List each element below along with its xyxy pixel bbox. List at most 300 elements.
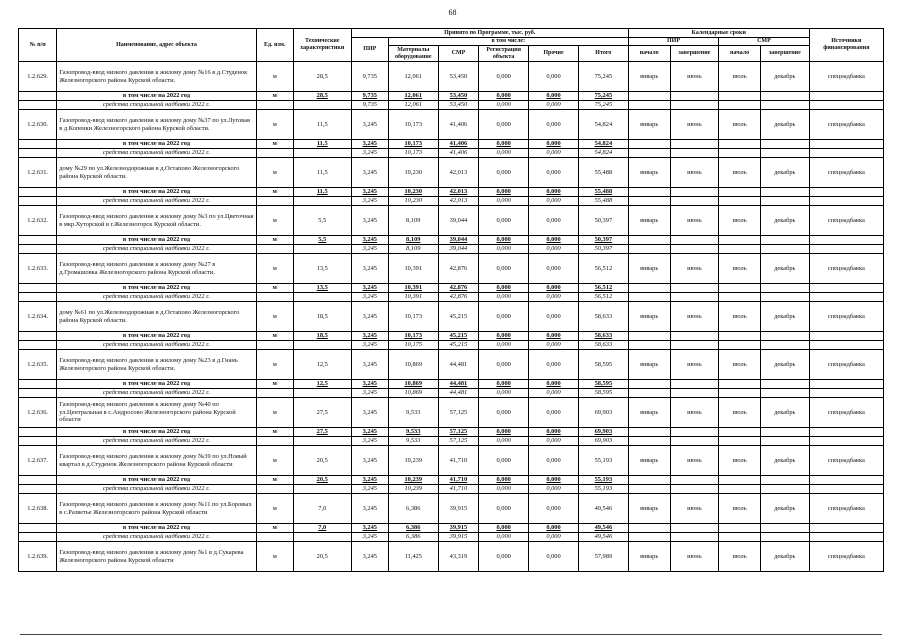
total-cell: 49,546: [578, 494, 628, 524]
source-cell: спецнадбавка: [809, 446, 883, 476]
empty-cell: [760, 389, 809, 398]
empty-cell: [19, 197, 57, 206]
unit-cell: м: [256, 350, 293, 380]
table-body: [19, 62, 884, 572]
pir-end-cell: июнь: [670, 206, 719, 236]
empty-cell: [19, 437, 57, 446]
smr-cell: 41,406: [438, 110, 479, 140]
special-total: 49,546: [578, 533, 628, 542]
empty-cell: [19, 236, 57, 245]
special-registration: 0,000: [479, 389, 529, 398]
special-pir: 3,245: [351, 293, 388, 302]
subtotal-materials: 10,869: [388, 380, 438, 389]
special-pir: 3,245: [351, 533, 388, 542]
empty-cell: [19, 101, 57, 110]
empty-cell: [719, 437, 761, 446]
other-cell: 0,000: [529, 206, 579, 236]
pir-end-cell: июнь: [670, 446, 719, 476]
empty-cell: [760, 332, 809, 341]
smr-cell: 42,013: [438, 158, 479, 188]
pir-start-cell: январь: [628, 206, 670, 236]
row-number: 1.2.636.: [19, 398, 57, 428]
empty-cell: [256, 197, 293, 206]
empty-cell: [719, 485, 761, 494]
header-end-smr: завершение: [760, 46, 809, 62]
subtotal-registration: 0,000: [479, 428, 529, 437]
special-materials: 10,173: [388, 149, 438, 158]
empty-cell: [760, 92, 809, 101]
subtotal-tech: 13,5: [293, 284, 351, 293]
pir-start-cell: январь: [628, 302, 670, 332]
pir-cell: 3,245: [351, 494, 388, 524]
empty-cell: [760, 236, 809, 245]
special-smr: 41,406: [438, 149, 479, 158]
empty-cell: [760, 476, 809, 485]
object-name: Газопровод-ввод низкого давления к жилому дому №37 по ул.Луговая в д.Копенки Железногорского района Курской области.: [57, 110, 256, 140]
subtotal-materials: 10,391: [388, 284, 438, 293]
object-name: Газопровод-ввод низкого давления к жилому дому №23 в д.Гнань Железногорского района Курской области.: [57, 350, 256, 380]
registration-cell: 0,000: [479, 62, 529, 92]
empty-cell: [628, 101, 670, 110]
registration-cell: 0,000: [479, 302, 529, 332]
empty-cell: [256, 293, 293, 302]
header-accepted: Принято по Программе, тыс. руб.: [351, 29, 628, 38]
special-registration: 0,000: [479, 245, 529, 254]
smr-cell: 53,450: [438, 62, 479, 92]
subtotal-pir: 9,735: [351, 92, 388, 101]
unit-cell: м: [256, 446, 293, 476]
header-including: в том числе:: [388, 38, 628, 46]
unit-cell: м: [256, 398, 293, 428]
empty-cell: [719, 140, 761, 149]
empty-cell: [760, 149, 809, 158]
subtotal-smr: 57,125: [438, 428, 479, 437]
empty-cell: [628, 533, 670, 542]
empty-cell: [670, 380, 719, 389]
unit-cell: м: [256, 542, 293, 572]
empty-cell: [670, 149, 719, 158]
empty-cell: [760, 188, 809, 197]
empty-cell: [719, 245, 761, 254]
subtotal-total: 75,245: [578, 92, 628, 101]
subtotal-tech: 27,5: [293, 428, 351, 437]
special-allowance-label: средства специальной надбавки 2022 г.: [57, 437, 256, 446]
special-registration: 0,000: [479, 293, 529, 302]
empty-cell: [293, 341, 351, 350]
special-pir: 3,245: [351, 197, 388, 206]
empty-cell: [628, 524, 670, 533]
subtotal-smr: 45,215: [438, 332, 479, 341]
pir-cell: 3,245: [351, 446, 388, 476]
subtotal-label: в том числе на 2022 год: [57, 140, 256, 149]
special-pir: 3,245: [351, 485, 388, 494]
table-row: [19, 542, 884, 572]
special-allowance-row: [19, 485, 884, 494]
smr-cell: 43,319: [438, 542, 479, 572]
subtotal-label: в том числе на 2022 год: [57, 476, 256, 485]
header-cal-pir: ПИР: [628, 38, 718, 46]
subtotal-row: [19, 476, 884, 485]
subtotal-pir: 3,245: [351, 428, 388, 437]
empty-cell: [719, 293, 761, 302]
subtotal-materials: 10,173: [388, 332, 438, 341]
empty-cell: [760, 485, 809, 494]
materials-cell: 10,173: [388, 302, 438, 332]
special-registration: 0,000: [479, 437, 529, 446]
empty-cell: [809, 236, 883, 245]
object-name: Газопровод-ввод низкого давления к жилому дому №3 по ул.Цветочная в мкр.Хуторской в г.Железногорск Курской области.: [57, 206, 256, 236]
empty-cell: [293, 149, 351, 158]
source-cell: спецнадбавка: [809, 350, 883, 380]
empty-cell: [19, 149, 57, 158]
registration-cell: 0,000: [479, 542, 529, 572]
subtotal-total: 55,193: [578, 476, 628, 485]
special-allowance-label: средства специальной надбавки 2022 г.: [57, 533, 256, 542]
subtotal-registration: 0,000: [479, 380, 529, 389]
subtotal-registration: 0,000: [479, 140, 529, 149]
empty-cell: [719, 101, 761, 110]
empty-cell: [256, 533, 293, 542]
subtotal-registration: 0,000: [479, 236, 529, 245]
empty-cell: [719, 380, 761, 389]
empty-cell: [19, 428, 57, 437]
empty-cell: [760, 437, 809, 446]
unit-cell: м: [256, 494, 293, 524]
subtotal-materials: 12,061: [388, 92, 438, 101]
smr-end-cell: декабрь: [760, 542, 809, 572]
materials-cell: 11,425: [388, 542, 438, 572]
special-smr: 57,125: [438, 437, 479, 446]
tech-cell: 13,5: [293, 254, 351, 284]
empty-cell: [670, 188, 719, 197]
other-cell: 0,000: [529, 494, 579, 524]
pir-start-cell: январь: [628, 158, 670, 188]
tech-cell: 27,5: [293, 398, 351, 428]
smr-cell: 42,876: [438, 254, 479, 284]
special-smr: 42,013: [438, 197, 479, 206]
pir-cell: 3,245: [351, 158, 388, 188]
special-materials: 10,869: [388, 389, 438, 398]
source-cell: спецнадбавка: [809, 206, 883, 236]
empty-cell: [809, 389, 883, 398]
subtotal-row: [19, 284, 884, 293]
subtotal-pir: 3,245: [351, 140, 388, 149]
subtotal-label: в том числе на 2022 год: [57, 236, 256, 245]
smr-start-cell: июль: [719, 62, 761, 92]
subtotal-other: 0,000: [529, 380, 579, 389]
empty-cell: [809, 476, 883, 485]
empty-cell: [760, 524, 809, 533]
special-allowance-label: средства специальной надбавки 2022 г.: [57, 485, 256, 494]
pir-cell: 3,245: [351, 398, 388, 428]
header-calendar: Календарные сроки: [628, 29, 809, 38]
unit-cell: м: [256, 110, 293, 140]
empty-cell: [256, 149, 293, 158]
special-materials: 10,230: [388, 197, 438, 206]
subtotal-label: в том числе на 2022 год: [57, 92, 256, 101]
empty-cell: [670, 284, 719, 293]
subtotal-total: 69,903: [578, 428, 628, 437]
empty-cell: [628, 236, 670, 245]
empty-cell: [19, 293, 57, 302]
special-registration: 0,000: [479, 101, 529, 110]
empty-cell: [760, 293, 809, 302]
special-other: 0,000: [529, 149, 579, 158]
subtotal-tech: 5,5: [293, 236, 351, 245]
empty-cell: [256, 389, 293, 398]
header-smr: СМР: [438, 46, 479, 62]
other-cell: 0,000: [529, 158, 579, 188]
smr-end-cell: декабрь: [760, 398, 809, 428]
smr-cell: 45,215: [438, 302, 479, 332]
subtotal-smr: 42,876: [438, 284, 479, 293]
empty-cell: [293, 197, 351, 206]
smr-start-cell: июль: [719, 494, 761, 524]
empty-cell: [19, 533, 57, 542]
empty-cell: [760, 533, 809, 542]
special-other: 0,000: [529, 197, 579, 206]
empty-cell: [628, 188, 670, 197]
special-smr: 42,876: [438, 293, 479, 302]
special-allowance-label: средства специальной надбавки 2022 г.: [57, 149, 256, 158]
empty-cell: [809, 92, 883, 101]
special-allowance-row: [19, 437, 884, 446]
empty-cell: [809, 380, 883, 389]
special-other: 0,000: [529, 245, 579, 254]
subtotal-total: 49,546: [578, 524, 628, 533]
subtotal-unit: м: [256, 236, 293, 245]
special-allowance-row: [19, 533, 884, 542]
empty-cell: [293, 437, 351, 446]
object-name: Газопровод-ввод низкого давления к жилому дому №40 по ул.Центральная в с.Андросово Железногорского района Курской области: [57, 398, 256, 428]
source-cell: спецнадбавка: [809, 158, 883, 188]
other-cell: 0,000: [529, 302, 579, 332]
special-materials: 10,175: [388, 341, 438, 350]
pir-start-cell: январь: [628, 62, 670, 92]
row-number: 1.2.637.: [19, 446, 57, 476]
subtotal-tech: 7,0: [293, 524, 351, 533]
subtotal-smr: 39,044: [438, 236, 479, 245]
empty-cell: [19, 485, 57, 494]
special-allowance-row: [19, 389, 884, 398]
empty-cell: [19, 284, 57, 293]
empty-cell: [719, 188, 761, 197]
empty-cell: [719, 524, 761, 533]
page-number: 68: [448, 8, 457, 17]
subtotal-tech: 20,5: [293, 476, 351, 485]
pir-end-cell: июнь: [670, 494, 719, 524]
empty-cell: [809, 341, 883, 350]
special-smr: 53,450: [438, 101, 479, 110]
header-materials: Материалы оборудование: [388, 46, 438, 62]
subtotal-total: 54,824: [578, 140, 628, 149]
subtotal-smr: 53,450: [438, 92, 479, 101]
subtotal-row: [19, 188, 884, 197]
empty-cell: [719, 332, 761, 341]
subtotal-row: [19, 380, 884, 389]
table-row: [19, 110, 884, 140]
smr-start-cell: июль: [719, 446, 761, 476]
special-other: 0,000: [529, 437, 579, 446]
subtotal-registration: 0,000: [479, 92, 529, 101]
pir-start-cell: январь: [628, 398, 670, 428]
unit-cell: м: [256, 158, 293, 188]
special-materials: 10,239: [388, 485, 438, 494]
empty-cell: [19, 140, 57, 149]
empty-cell: [19, 92, 57, 101]
special-total: 75,245: [578, 101, 628, 110]
subtotal-row: [19, 92, 884, 101]
materials-cell: 10,173: [388, 110, 438, 140]
pir-cell: 3,245: [351, 110, 388, 140]
total-cell: 56,512: [578, 254, 628, 284]
smr-start-cell: июль: [719, 398, 761, 428]
empty-cell: [628, 476, 670, 485]
other-cell: 0,000: [529, 110, 579, 140]
subtotal-row: [19, 236, 884, 245]
other-cell: 0,000: [529, 398, 579, 428]
special-materials: 9,533: [388, 437, 438, 446]
subtotal-registration: 0,000: [479, 188, 529, 197]
empty-cell: [760, 380, 809, 389]
total-cell: 58,595: [578, 350, 628, 380]
header-other: Прочие: [529, 46, 579, 62]
total-cell: 54,824: [578, 110, 628, 140]
special-materials: 6,386: [388, 533, 438, 542]
special-pir: 9,735: [351, 101, 388, 110]
header-tech: Технические характеристики: [293, 29, 351, 62]
tech-cell: 18,5: [293, 302, 351, 332]
pir-cell: 3,245: [351, 206, 388, 236]
empty-cell: [760, 197, 809, 206]
tech-cell: 11,5: [293, 158, 351, 188]
subtotal-other: 0,000: [529, 140, 579, 149]
subtotal-row: [19, 140, 884, 149]
empty-cell: [809, 293, 883, 302]
object-name: Газопровод-ввод низкого давления к жилому дому №11 по ул.Боровых в с.Разветье Железногорского района Курской области: [57, 494, 256, 524]
empty-cell: [628, 149, 670, 158]
special-total: 56,512: [578, 293, 628, 302]
subtotal-materials: 9,533: [388, 428, 438, 437]
special-allowance-label: средства специальной надбавки 2022 г.: [57, 197, 256, 206]
subtotal-materials: 10,173: [388, 140, 438, 149]
empty-cell: [809, 188, 883, 197]
empty-cell: [719, 428, 761, 437]
pir-end-cell: июнь: [670, 110, 719, 140]
subtotal-label: в том числе на 2022 год: [57, 284, 256, 293]
smr-start-cell: июль: [719, 206, 761, 236]
smr-cell: 57,125: [438, 398, 479, 428]
empty-cell: [628, 197, 670, 206]
special-pir: 3,245: [351, 245, 388, 254]
materials-cell: 10,239: [388, 446, 438, 476]
empty-cell: [670, 341, 719, 350]
empty-cell: [628, 428, 670, 437]
special-other: 0,000: [529, 533, 579, 542]
subtotal-other: 0,000: [529, 524, 579, 533]
subtotal-pir: 3,245: [351, 380, 388, 389]
empty-cell: [809, 332, 883, 341]
special-allowance-row: [19, 149, 884, 158]
subtotal-other: 0,000: [529, 428, 579, 437]
object-name: Газопровод-ввод низкого давления к жилому дому №16 в д.Студенок Железногорского района Курской области.: [57, 62, 256, 92]
empty-cell: [670, 92, 719, 101]
subtotal-other: 0,000: [529, 188, 579, 197]
subtotal-tech: 28,5: [293, 92, 351, 101]
special-allowance-label: средства специальной надбавки 2022 г.: [57, 341, 256, 350]
subtotal-total: 50,397: [578, 236, 628, 245]
registration-cell: 0,000: [479, 254, 529, 284]
subtotal-total: 58,595: [578, 380, 628, 389]
subtotal-materials: 8,109: [388, 236, 438, 245]
table-row: [19, 62, 884, 92]
special-pir: 3,245: [351, 389, 388, 398]
source-cell: спецнадбавка: [809, 254, 883, 284]
pir-end-cell: июнь: [670, 254, 719, 284]
empty-cell: [809, 437, 883, 446]
row-number: 1.2.629.: [19, 62, 57, 92]
row-number: 1.2.638.: [19, 494, 57, 524]
subtotal-pir: 3,245: [351, 476, 388, 485]
special-materials: 10,391: [388, 293, 438, 302]
subtotal-tech: 18,5: [293, 332, 351, 341]
subtotal-other: 0,000: [529, 332, 579, 341]
pir-end-cell: июнь: [670, 158, 719, 188]
empty-cell: [719, 533, 761, 542]
special-smr: 41,710: [438, 485, 479, 494]
empty-cell: [293, 245, 351, 254]
subtotal-total: 58,633: [578, 332, 628, 341]
special-registration: 0,000: [479, 197, 529, 206]
empty-cell: [19, 245, 57, 254]
smr-end-cell: декабрь: [760, 158, 809, 188]
header-start-pir: начало: [628, 46, 670, 62]
other-cell: 0,000: [529, 62, 579, 92]
total-cell: 50,397: [578, 206, 628, 236]
materials-cell: 10,391: [388, 254, 438, 284]
special-registration: 0,000: [479, 149, 529, 158]
special-allowance-label: средства специальной надбавки 2022 г.: [57, 245, 256, 254]
subtotal-label: в том числе на 2022 год: [57, 380, 256, 389]
subtotal-label: в том числе на 2022 год: [57, 188, 256, 197]
empty-cell: [809, 149, 883, 158]
other-cell: 0,000: [529, 350, 579, 380]
special-smr: 39,915: [438, 533, 479, 542]
empty-cell: [670, 485, 719, 494]
subtotal-other: 0,000: [529, 236, 579, 245]
empty-cell: [719, 236, 761, 245]
pir-start-cell: январь: [628, 350, 670, 380]
header-start-smr: начало: [719, 46, 761, 62]
subtotal-registration: 0,000: [479, 524, 529, 533]
empty-cell: [719, 149, 761, 158]
special-total: 69,903: [578, 437, 628, 446]
row-number: 1.2.639.: [19, 542, 57, 572]
row-number: 1.2.635.: [19, 350, 57, 380]
empty-cell: [670, 476, 719, 485]
empty-cell: [256, 485, 293, 494]
header-total: Итого: [578, 46, 628, 62]
empty-cell: [256, 341, 293, 350]
subtotal-materials: 10,230: [388, 188, 438, 197]
header-unit: Ед. изм.: [256, 29, 293, 62]
special-other: 0,000: [529, 389, 579, 398]
empty-cell: [719, 341, 761, 350]
subtotal-total: 55,488: [578, 188, 628, 197]
unit-cell: м: [256, 302, 293, 332]
subtotal-unit: м: [256, 332, 293, 341]
subtotal-registration: 0,000: [479, 476, 529, 485]
